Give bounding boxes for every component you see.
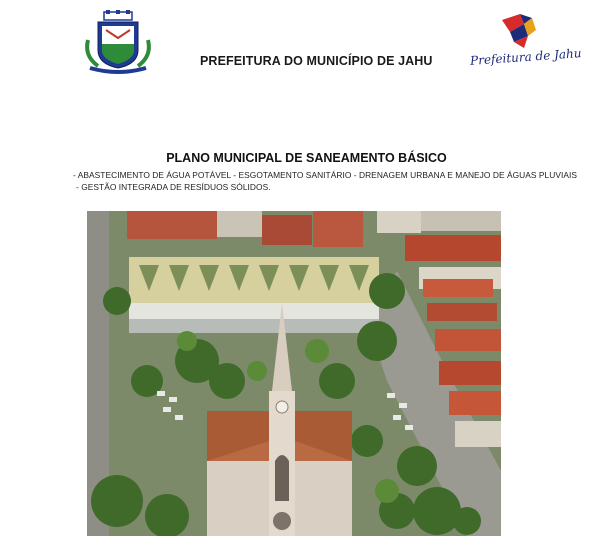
header-title: PREFEITURA DO MUNICÍPIO DE JAHU — [200, 54, 433, 68]
city-crest-icon — [84, 10, 152, 76]
plan-subtitle-line2: - GESTÃO INTEGRADA DE RESÍDUOS SÓLIDOS. — [76, 182, 271, 192]
plan-title: PLANO MUNICIPAL DE SANEAMENTO BÁSICO — [166, 151, 447, 165]
plan-subtitle-line1: - ABASTECIMENTO DE ÁGUA POTÁVEL - ESGOTAMENTO SANITÁRIO - DRENAGEM URBANA E MANEJO DE ÁGUAS PLUVIAIS — [73, 170, 578, 180]
document-header — [0, 0, 613, 90]
prefeitura-logo-text: Prefeitura de Jahu — [469, 46, 582, 68]
aerial-city-photo — [87, 211, 501, 536]
prefeitura-logo-icon — [462, 12, 566, 82]
